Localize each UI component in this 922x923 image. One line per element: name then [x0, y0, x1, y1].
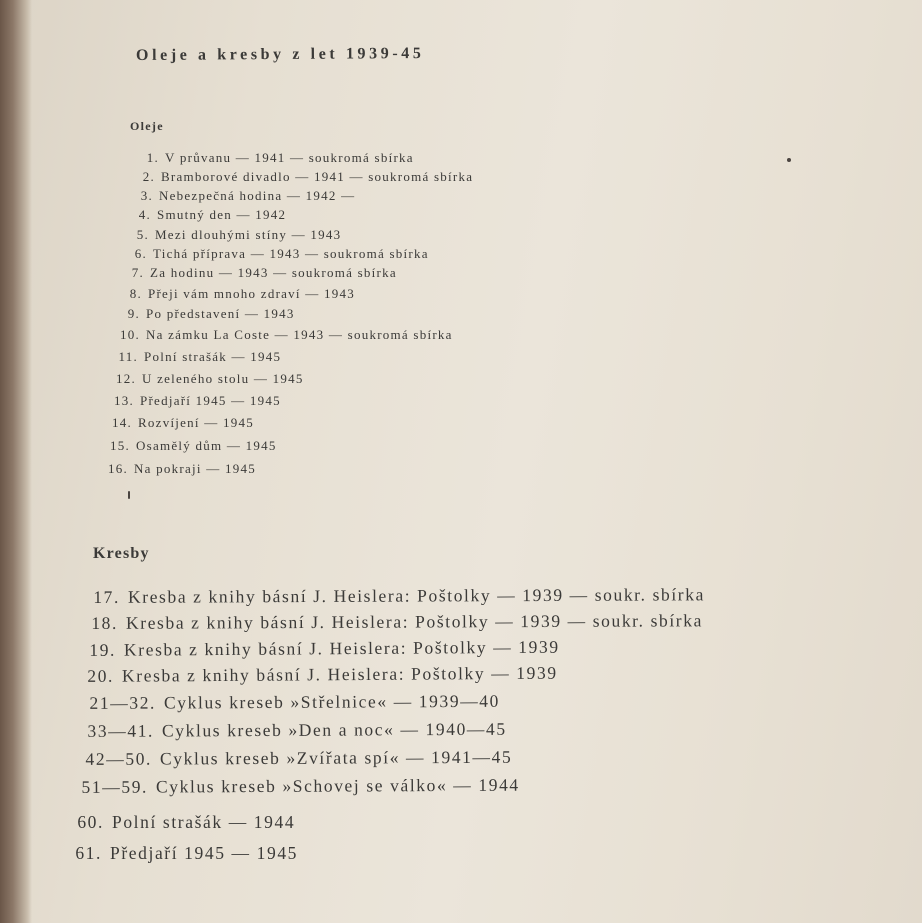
item-text: Kresba z knihy básní J. Heislera: Poštolky — 1939: [121, 662, 558, 686]
item-number: 16.: [108, 461, 128, 476]
page-title: Oleje a kresby z let 1939-45: [135, 44, 425, 64]
item-number: 7.: [131, 265, 144, 280]
list-item: [74, 663, 558, 687]
item-number: 6.: [134, 246, 147, 261]
list-item: [78, 610, 703, 634]
item-text: Kresba z knihy básní J. Heislera: Poštolky — 1939 — soukr. sbírka: [127, 584, 705, 607]
item-number: 60.: [77, 812, 104, 832]
list-item: [76, 637, 560, 661]
list-item: [76, 691, 500, 714]
item-number: 21—32.: [89, 692, 157, 713]
item-text: Cyklus kreseb »Zvířata spí« — 1941—45: [159, 746, 513, 769]
item-text: Nebezpečná hodina — 1942 —: [159, 188, 356, 203]
item-number: 14.: [112, 415, 132, 430]
item-number: 42—50.: [85, 748, 153, 769]
item-number: 51—59.: [81, 776, 149, 797]
item-number: 10.: [120, 327, 140, 342]
item-number: 1.: [146, 150, 159, 165]
item-text: Polní strašák — 1945: [144, 349, 282, 364]
item-number: 19.: [89, 639, 117, 660]
item-text: Polní strašák — 1944: [112, 812, 296, 832]
item-number: 17.: [93, 586, 121, 607]
item-text: Tichá příprava — 1943 — soukromá sbírka: [153, 246, 429, 261]
item-number: 3.: [140, 188, 153, 203]
item-number: 8.: [129, 286, 142, 301]
item-text: Rozvíjení — 1945: [138, 415, 255, 430]
list-item: [80, 584, 705, 608]
list-item: [74, 719, 507, 742]
item-number: 18.: [91, 612, 119, 633]
item-text: Cyklus kreseb »Střelnice« — 1939—40: [163, 690, 501, 713]
list-item: [68, 775, 520, 798]
item-number: 12.: [116, 371, 136, 386]
list-item: [62, 843, 298, 864]
item-text: Cyklus kreseb »Den a noc« — 1940—45: [161, 718, 507, 741]
item-number: 13.: [114, 393, 134, 408]
item-text: Cyklus kreseb »Schovej se válko« — 1944: [155, 774, 520, 797]
item-text: Za hodinu — 1943 — soukromá sbírka: [150, 265, 397, 280]
item-text: U zeleného stolu — 1945: [142, 371, 304, 386]
section-heading-oleje: Oleje: [130, 119, 164, 133]
item-text: Mezi dlouhými stíny — 1943: [155, 227, 342, 242]
item-text: Smutný den — 1942: [157, 207, 287, 222]
item-text: Po představení — 1943: [146, 306, 295, 321]
item-text: Kresba z knihy básní J. Heislera: Poštolky — 1939: [123, 636, 560, 660]
item-number: 4.: [138, 207, 151, 222]
item-text: Kresba z knihy básní J. Heislera: Poštolky — 1939 — soukr. sbírka: [125, 610, 703, 633]
section-heading-kresby: Kresby: [93, 545, 150, 562]
item-number: 15.: [110, 438, 130, 453]
list-item: [64, 812, 295, 833]
item-number: 2.: [142, 169, 155, 184]
list-item: [72, 747, 512, 770]
item-number: 61.: [75, 843, 102, 863]
item-text: V průvanu — 1941 — soukromá sbírka: [165, 150, 414, 165]
item-number: 11.: [118, 349, 138, 364]
item-text: Na zámku La Coste — 1943 — soukromá sbírka: [146, 327, 453, 342]
item-text: Předjaří 1945 — 1945: [110, 843, 299, 863]
item-text: Přeji vám mnoho zdraví — 1943: [148, 286, 356, 301]
item-text: Předjaří 1945 — 1945: [140, 393, 281, 408]
item-number: 9.: [127, 306, 140, 321]
item-text: Osamělý dům — 1945: [136, 438, 277, 453]
item-number: 20.: [87, 665, 115, 686]
item-number: 5.: [136, 227, 149, 242]
item-text: Bramborové divadlo — 1941 — soukromá sbírka: [161, 169, 474, 184]
item-number: 33—41.: [87, 720, 155, 741]
item-text: Na pokraji — 1945: [134, 461, 256, 476]
